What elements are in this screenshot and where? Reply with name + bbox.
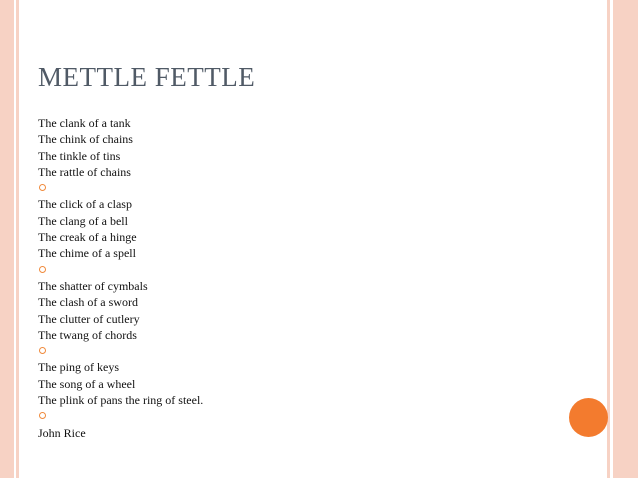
poem-line: The clash of a sword (38, 295, 138, 310)
poem-author: John Rice (38, 425, 86, 440)
poem-line: The song of a wheel (38, 376, 136, 391)
decorative-circle-icon (569, 398, 608, 437)
empty-bullet-icon (38, 262, 458, 278)
poem-line: The twang of chords (38, 327, 137, 342)
poem-line: The shatter of cymbals (38, 278, 148, 293)
poem-body (38, 115, 458, 441)
left-border-stripe (0, 0, 14, 478)
poem-line: The click of a clasp (38, 197, 132, 212)
empty-bullet-icon (38, 343, 458, 359)
right-border-thin-stripe (607, 0, 610, 478)
right-border-stripe (613, 0, 638, 478)
poem-line: The plink of pans the ring of steel. (38, 393, 204, 408)
poem-line: The chime of a spell (38, 246, 136, 261)
empty-bullet-icon (38, 180, 458, 196)
poem-line: The chink of chains (38, 132, 133, 147)
poem-line: The tinkle of tins (38, 148, 121, 163)
left-border-thin-stripe (16, 0, 19, 478)
empty-bullet-icon (38, 408, 458, 424)
poem-line: The clank of a tank (38, 116, 131, 130)
poem-line: The clutter of cutlery (38, 311, 140, 326)
poem-line: The ping of keys (38, 360, 119, 375)
poem-line: The creak of a hinge (38, 230, 137, 245)
slide-title: METTLE FETTLE (38, 62, 256, 92)
poem-line: The clang of a bell (38, 213, 128, 228)
poem-line: The rattle of chains (38, 164, 131, 179)
